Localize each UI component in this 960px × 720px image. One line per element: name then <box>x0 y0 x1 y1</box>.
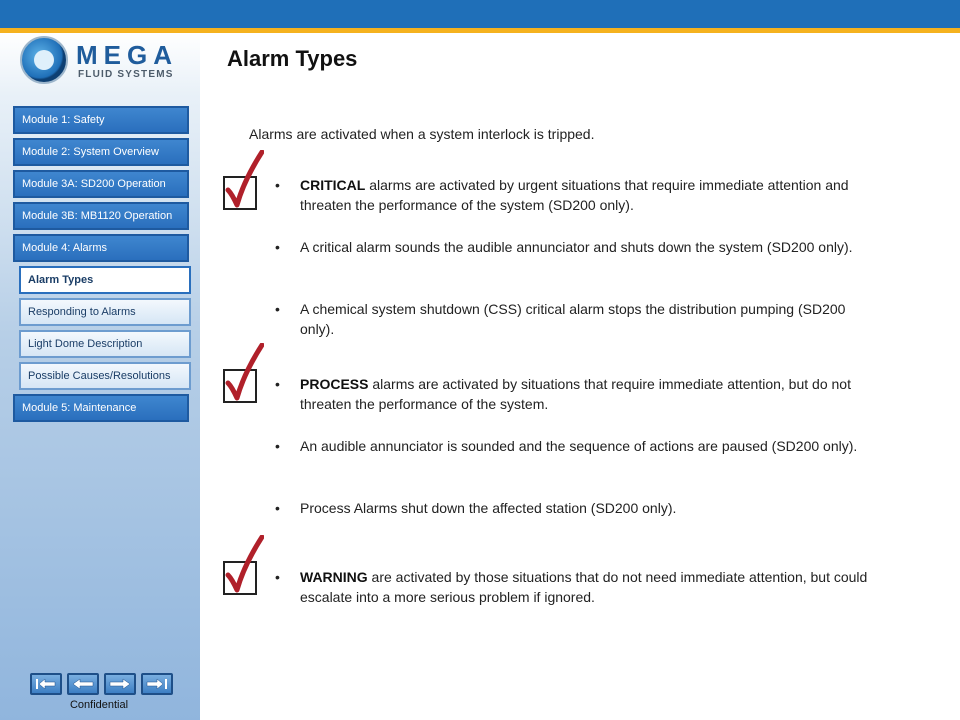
checkmark-icon <box>222 343 264 405</box>
alarm-type-label: WARNING <box>300 569 368 585</box>
bullet-text: An audible annunciator is sounded and the sequence of actions are paused (SD200 only). <box>300 438 858 454</box>
bullet-text: A critical alarm sounds the audible annunciator and shuts down the system (SD200 only). <box>300 239 853 255</box>
bullet-text: Process Alarms shut down the affected station (SD200 only). <box>300 500 677 516</box>
prev-icon <box>72 678 94 690</box>
bullet-dot: • <box>275 239 280 255</box>
previous-slide-button[interactable] <box>67 673 99 695</box>
sidebar-item-module-3a-sd200-operation[interactable]: Module 3A: SD200 Operation <box>13 170 189 198</box>
slide-nav-buttons <box>30 673 174 695</box>
next-icon <box>109 678 131 690</box>
logo-word: MEGA <box>76 40 178 70</box>
bullet-dot: • <box>275 301 280 317</box>
bullet-text: CRITICAL alarms are activated by urgent situations that require immediate attention and threaten the performance of the system (SD200 only). <box>300 177 849 213</box>
sidebar-item-module-4-alarms[interactable]: Module 4: Alarms <box>13 234 189 262</box>
top-bar <box>0 0 960 28</box>
last-icon <box>146 678 168 690</box>
first-icon <box>35 678 57 690</box>
intro-text: Alarms are activated when a system interlock is tripped. <box>249 126 595 142</box>
first-slide-button[interactable] <box>30 673 62 695</box>
bullet-text: WARNING are activated by those situations that do not need immediate attention, but could escalate into a more serious problem if ignored. <box>300 569 868 605</box>
last-slide-button[interactable] <box>141 673 173 695</box>
checkmark-icon <box>222 535 264 597</box>
sidebar-item-module-2-system-overview[interactable]: Module 2: System Overview <box>13 138 189 166</box>
bullet-dot: • <box>275 500 280 516</box>
sidebar-item-possible-causes-resolutions[interactable]: Possible Causes/Resolutions <box>19 362 191 390</box>
sidebar-item-responding-to-alarms[interactable]: Responding to Alarms <box>19 298 191 326</box>
sidebar-item-light-dome-description[interactable]: Light Dome Description <box>19 330 191 358</box>
sidebar-item-module-5-maintenance[interactable]: Module 5: Maintenance <box>13 394 189 422</box>
bullet-dot: • <box>275 438 280 454</box>
alarm-type-label: PROCESS <box>300 376 369 392</box>
bullet-dot: • <box>275 177 280 193</box>
alarm-type-label: CRITICAL <box>300 177 366 193</box>
bullet-text: PROCESS alarms are activated by situations that require immediate attention, but do not threaten the performance of the system. <box>300 376 851 412</box>
sidebar-item-module-1-safety[interactable]: Module 1: Safety <box>13 106 189 134</box>
logo-emblem <box>20 36 68 84</box>
sidebar-item-module-3b-mb1120-operation[interactable]: Module 3B: MB1120 Operation <box>13 202 189 230</box>
confidential-label: Confidential <box>69 699 129 711</box>
sidebar-item-alarm-types[interactable]: Alarm Types <box>19 266 191 294</box>
bullet-text: A chemical system shutdown (CSS) critical alarm stops the distribution pumping (SD200 only). <box>300 301 846 337</box>
checkmark-icon <box>222 150 264 212</box>
logo-subtitle: FLUID SYSTEMS <box>78 69 174 80</box>
bullet-dot: • <box>275 376 280 392</box>
page-title: Alarm Types <box>227 46 358 71</box>
company-logo <box>20 36 180 88</box>
next-slide-button[interactable] <box>104 673 136 695</box>
bullet-dot: • <box>275 569 280 585</box>
